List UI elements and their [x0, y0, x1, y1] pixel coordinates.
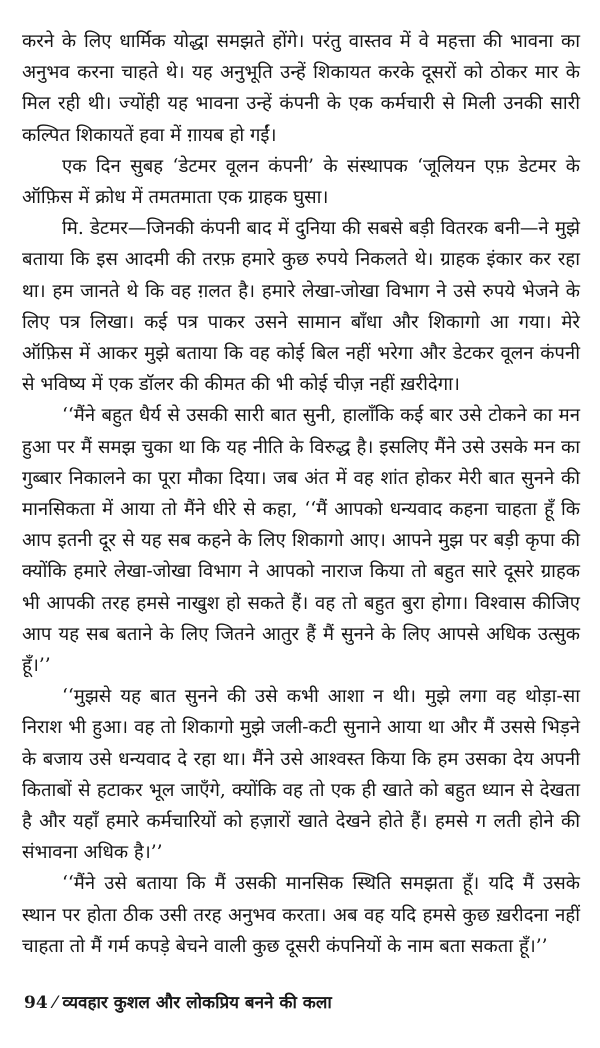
page-footer: 94 ⁄ व्यवहार कुशल और लोकप्रिय बनने की कला: [24, 993, 332, 1013]
paragraph-1: करने के लिए धार्मिक योद्धा समझते होंगे। परंतु वास्तव में वे महत्ता की भावना का अनुभव करना चाहते थे। यह अनुभूति उन्हें शिकायत करके दूसरों को ठोकर मार के मिल रही थी। ज्योंही यह भावना उन्हें कंपनी के एक कर्मचारी से मिली उनकी सारी कल्पित शिकायतें हवा में ग़ायब हो गईं।: [22, 31, 580, 146]
paragraph-5: ‘‘मुझसे यह बात सुनने की उसे कभी आशा न थी। मुझे लगा वह थोड़ा-सा निराश भी हुआ। वह तो शिकागो मुझे जली-कटी सुनाने आया था और मैं उससे भिड़ने के बजाय उसे धन्यवाद दे रहा था। मैंने उसे आश्वस्त किया कि हम उसका देय अपनी किताबों से हटाकर भूल जाएँगे, क्योंकि वह तो एक ही खाते को बहुत ध्यान से देखता है और यहाँ हमारे कर्मचारियों को हज़ारों खाते देखने होते हैं। हमसे ग लती होने की संभावना अधिक है।’’: [22, 686, 580, 864]
page-body: [22, 26, 580, 962]
paragraph-6: ‘‘मैंने उसे बताया कि मैं उसकी मानसिक स्थिति समझता हूँ। यदि मैं उसके स्थान पर होता ठीक उसी तरह अनुभव करता। अब वह यदि हमसे कुछ ख़रीदना नहीं चाहता तो मैं गर्म कपड़े बेचने वाली कुछ दूसरी कंपनियों के नाम बता सकता हूँ।’’: [22, 873, 580, 957]
paragraph-2: एक दिन सुबह ‘डेटमर वूलन कंपनी’ के संस्थापक ‘जूलियन एफ़ डेटमर के ऑफ़िस में क्रोध में तमतमाता एक ग्राहक घुसा।: [22, 155, 580, 209]
paragraph-4: ‘‘मैंने बहुत धैर्य से उसकी सारी बात सुनी, हालाँकि कई बार उसे टोकने का मन हुआ पर मैं समझ चुका था कि यह नीति के विरुद्ध है। इसलिए मैंने उसे उसके मन का गुब्बार निकालने का पूरा मौका दिया। जब अंत में वह शांत होकर मेरी बात सुनने की मानसिकता में आया तो मैंने धीरे से कहा, ‘‘मैं आपको धन्यवाद कहना चाहता हूँ कि आप इतनी दूर से यह सब कहने के लिए शिकागो आए। आपने मुझ पर बड़ी कृपा की क्योंकि हमारे लेखा-जोखा विभाग ने आपको नाराज किया तो बहुत सारे दूसरे ग्राहक भी आपकी तरह हमसे नाखुश हो सकते हैं। वह तो बहुत बुरा होगा। विश्वास कीजिए आप यह सब बताने के लिए जितने आतुर हैं मैं सुनने के लिए आपसे अधिक उत्सुक हूँ।’’: [22, 405, 580, 677]
paragraph-3: मि. डेटमर—जिनकी कंपनी बाद में दुनिया की सबसे बड़ी वितरक बनी—ने मुझे बताया कि इस आदमी की तरफ़ हमारे कुछ रुपये निकलते थे। ग्राहक इंकार कर रहा था। हम जानते थे कि वह ग़लत है। हमारे लेखा-जोखा विभाग ने उसे रुपये भेजने के लिए पत्र लिखा। कई पत्र पाकर उसने सामान बाँधा और शिकागो आ गया। मेरे ऑफ़िस में आकर मुझे बताया कि वह कोई बिल नहीं भरेगा और डेटकर वूलन कंपनी से भविष्य में एक डॉलर की कीमत की भी कोई चीज़ नहीं ख़रीदेगा।: [22, 218, 580, 396]
